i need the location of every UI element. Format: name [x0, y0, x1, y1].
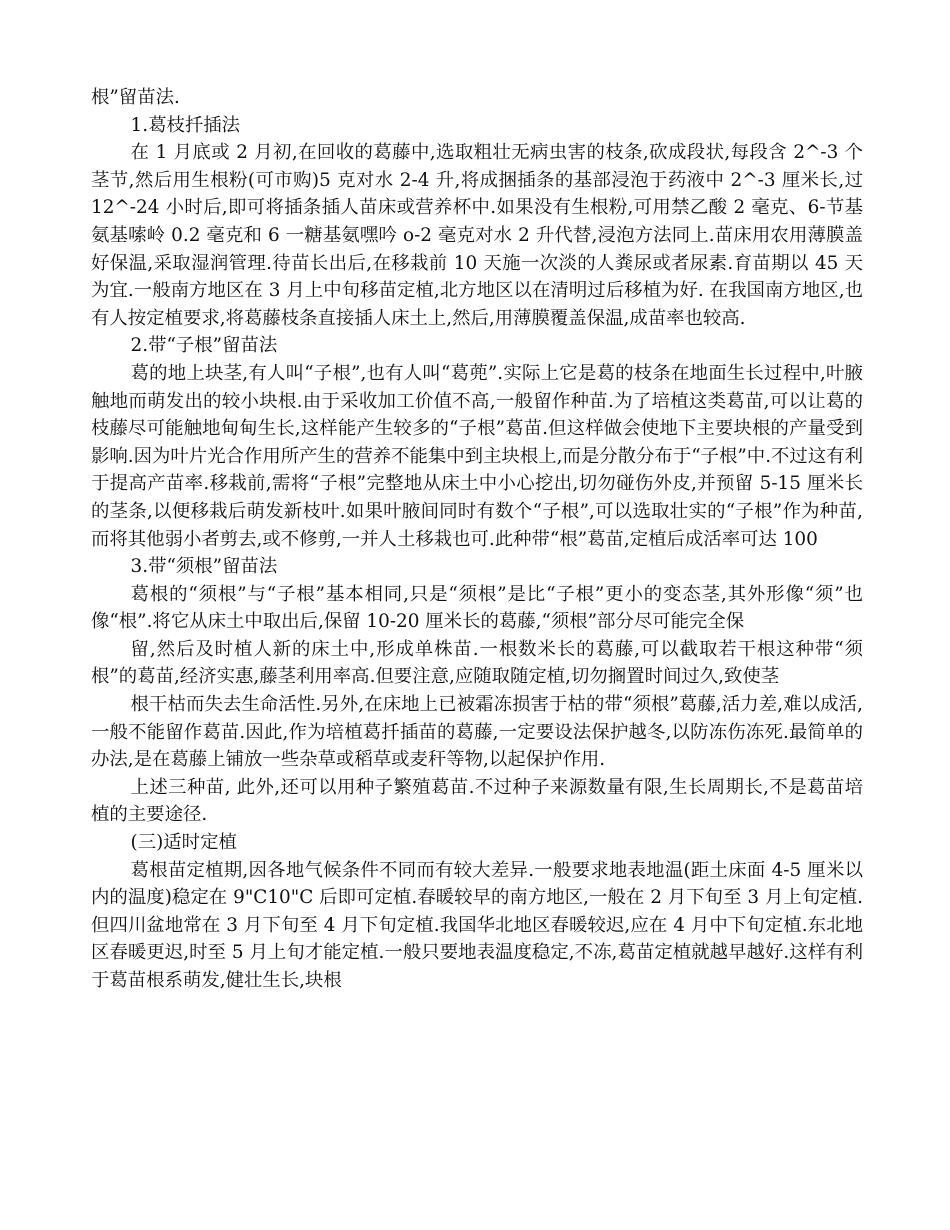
section-heading-cutting-method: 1.葛枝扦插法 [130, 114, 241, 136]
paragraph-fibrous-root-1: 葛根的“须根”与“子根”基本相同,只是“须根”是比“子根”更小的变态茎,其外形像“须”也像“根”.将它从床土中取出后,保留 10-20 厘米长的葛藤,“须根”部分尽可能完全保 [91, 583, 863, 633]
paragraph-fibrous-root-3: 根干枯而失去生命活性.另外,在床地上已被霜冻损害于枯的带“须根”葛藤,活力差,难以成活,一般不能留作葛苗.因此,作为培植葛扦插苗的葛藤,一定要设法保护越冬,以防冻伤冻死.最简单的办法,是在葛藤上铺放一些杂草或稻草或麦秆等物,以起保护作用. [91, 694, 863, 771]
paragraph-timely-planting: 葛根苗定植期,因各地气候条件不同而有较大差异.一般要求地表地温(距土床面 4-5 厘米以内的温度)稳定在 9"C10"C 后即可定植.春暖较早的南方地区,一般在 2 月下旬至 3 月上旬定植.但四川盆地常在 3 月下旬至 4 月下旬定植.我国华北地区春暖较迟,应在 4 月中下旬定植.东北地区春暖更迟,时至 5 月上旬才能定植.一般只要地表温度稳定,不冻,葛苗定植就越早越好.这样有利于葛苗根系萌发,健壮生长,块根 [91, 859, 863, 991]
paragraph-seed-propagation: 上述三种苗, 此外,还可以用种子繁殖葛苗.不过种子来源数量有限,生长周期长,不是葛苗培植的主要途径. [91, 776, 863, 826]
section-heading-fibrous-root-method: 3.带“须根”留苗法 [130, 556, 278, 578]
paragraph-fibrous-root-2: 留,然后及时植人新的床土中,形成单株苗.一根数米长的葛藤,可以截取若干根这种带“须根”的葛苗,经济实惠,藤茎利用率高.但要注意,应随取随定植,切勿搁置时间过久,致使茎 [91, 638, 863, 688]
section-heading-sub-root-method: 2.带“子根”留苗法 [130, 335, 278, 357]
document-page [91, 84, 863, 995]
paragraph-sub-root-method: 葛的地上块茎,有人叫“子根”,也有人叫“葛蔸”.实际上它是葛的枝条在地面生长过程中,叶腋触地而萌发出的较小块根.由于采收加工价值不高,一般留作种苗.为了培植这类葛苗,可以让葛的枝藤尽可能触地甸甸生长,这样能产生较多的“子根”葛苗.但这样做会使地下主要块根的产量受到影响.因为叶片光合作用所产生的营养不能集中到主块根上,而是分散分布于“子根”中.不过这有利于提高产苗率.移栽前,需将“子根”完整地从床土中小心挖出,切勿碰伤外皮,并预留 5-15 厘米长的茎条,以便移栽后萌发新枝叶.如果叶腋间同时有数个“子根”,可以选取壮实的“子根”作为种苗,而将其他弱小者剪去,或不修剪,一并人土移栽也可.此种带“根”葛苗,定植后成活率可达 100 [91, 362, 863, 550]
section-heading-timely-planting: (三)适时定植 [130, 832, 237, 854]
paragraph-cutting-method: 在 1 月底或 2 月初,在回收的葛藤中,选取粗壮无病虫害的枝条,砍成段状,每段含 2^-3 个茎节,然后用生根粉(可市购)5 克对水 2-4 升,将成捆插条的基部浸泡于药液中 2^-3 厘米长,过 12^-24 小时后,即可将插条插人苗床或营养杯中.如果没有生根粉,可用禁乙酸 2 毫克、6-节基氨基嗦岭 0.2 毫克和 6 一糖基氨嘿吟 o-2 毫克对水 2 升代替,浸泡方法同上.苗床用农用薄膜盖好保温,采取湿润管理.待苗长出后,在移栽前 10 天施一次淡的人粪尿或者尿素.育苗期以 45 天为宜.一般南方地区在 3 月上中旬移苗定植,北方地区以在清明过后移植为好. 在我国南方地区,也有人按定植要求,将葛藤枝条直接插人床土上,然后,用薄膜覆盖保温,成苗率也较高. [91, 142, 863, 329]
paragraph-continuation: 根”留苗法. [91, 87, 180, 108]
